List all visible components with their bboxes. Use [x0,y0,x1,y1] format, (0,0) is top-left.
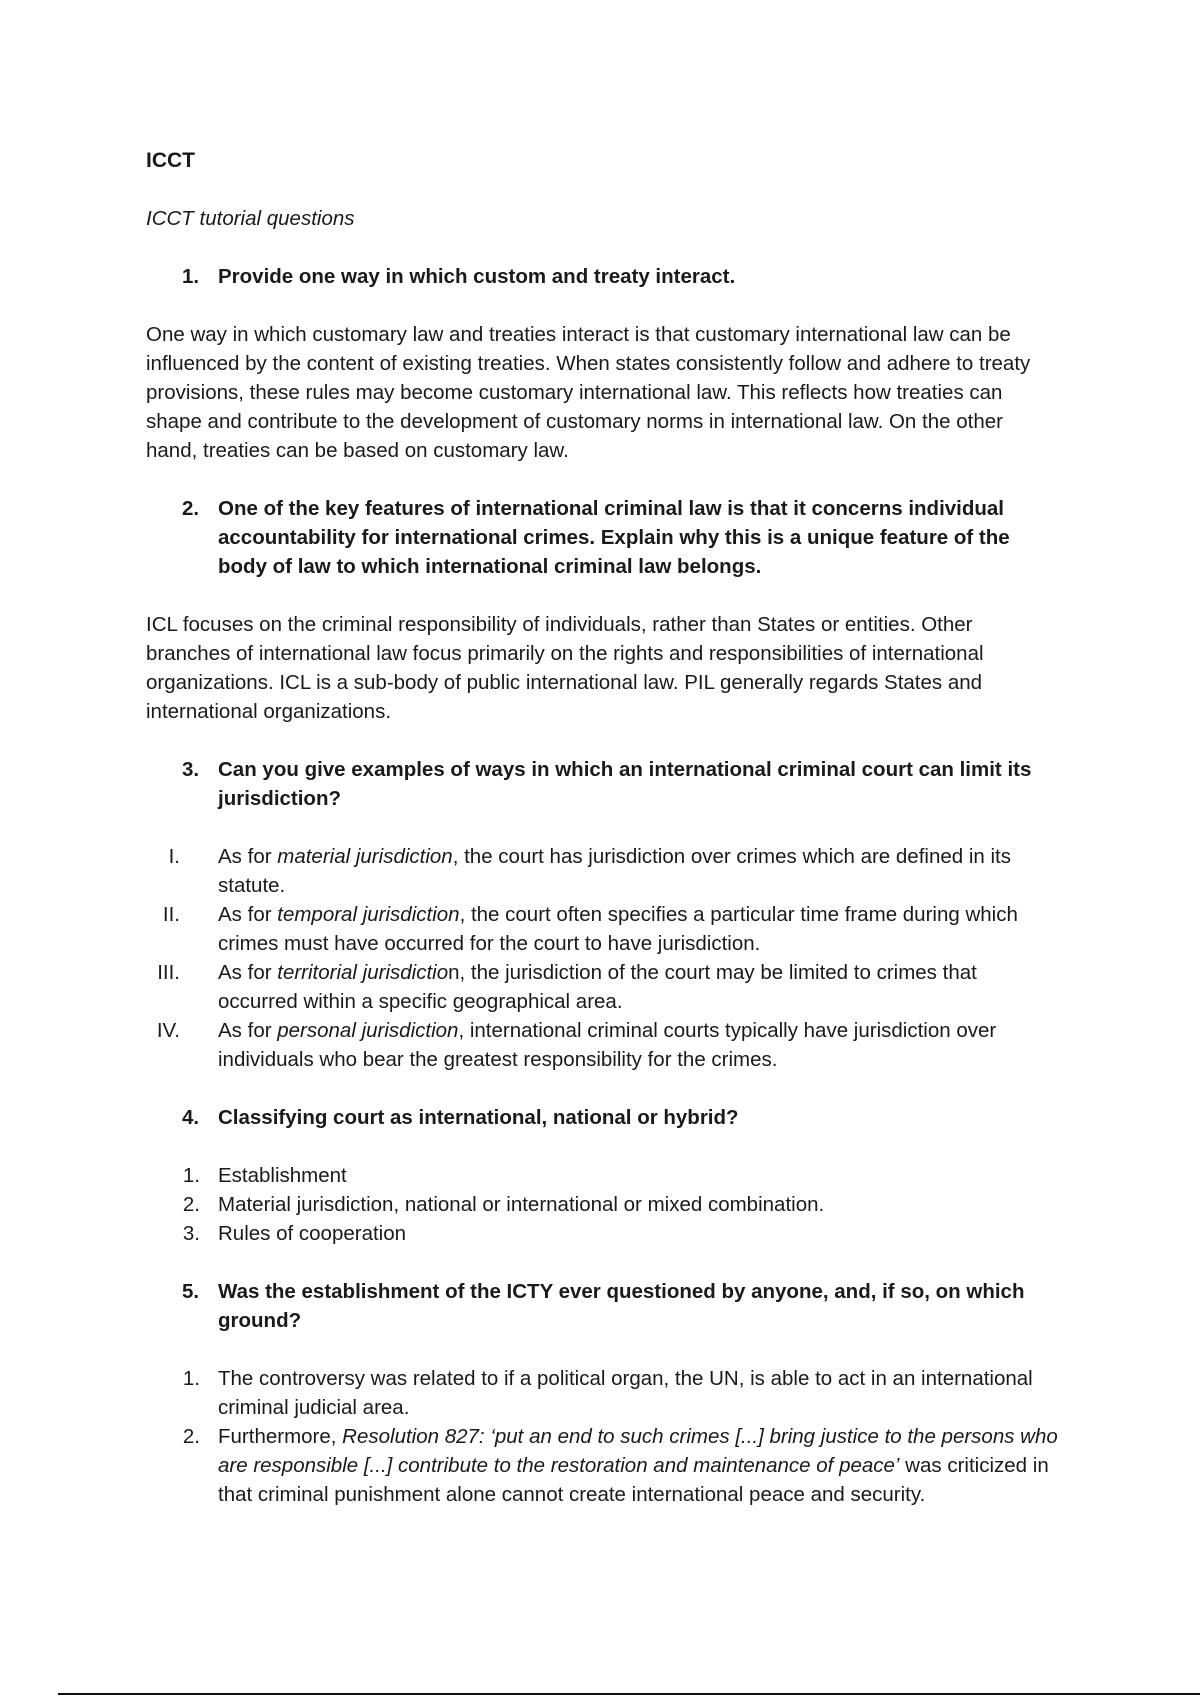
question-3 [146,755,1058,813]
question-2 [146,494,1058,581]
list-item-text: As for [218,1019,278,1042]
list-marker: 1. [182,1367,200,1390]
list-item [146,1016,1058,1074]
answer-1: One way in which customary law and treaties interact is that customary international law can be influenced by the content of existing treaties. When states consistently follow and adhere to treaty provisions, these rules may become customary international law. This reflects how treaties can shape and contribute to the development of customary norms in international law. On the other hand, treaties can be based on customary law. [146,323,1031,462]
answer-2: ICL focuses on the criminal responsibility of individuals, rather than States or entities. Other branches of international law focus primarily on the rights and responsibilities of international organizations. ICL is a sub-body of public international law. PIL generally regards States and international organizations. [146,613,984,723]
question-text: One of the key features of international criminal law is that it concerns individual accountability for international crimes. Explain why this is a unique feature of the body of law to which international criminal law belongs. [218,497,1010,578]
list-item-text: Rules of cooperation [218,1222,407,1245]
footer-divider [58,1693,1200,1695]
list-item-text: As for [218,961,278,984]
list-item [146,1219,1058,1248]
question-number: 2. [182,497,200,520]
question-1 [146,262,1058,291]
icty-list [146,1364,1058,1509]
list-item-text: , international criminal courts typically have jurisdiction over individuals who bear the greatest responsibility for the crimes. [218,1019,997,1071]
list-marker: 2. [182,1193,200,1216]
classification-list [146,1161,1058,1248]
question-number: 3. [182,758,200,781]
document-title: ICCT [146,149,195,172]
list-item-term: personal jurisdiction [277,1019,459,1042]
question-text: Can you give examples of ways in which an international criminal court can limit its jurisdiction? [218,758,1032,810]
list-marker: II. [162,903,180,926]
list-item-term: temporal jurisdiction [277,903,460,926]
question-number: 1. [182,265,200,288]
question-4 [146,1103,1058,1132]
document-content [146,146,1058,1509]
list-item [146,1161,1058,1190]
list-item-term: material jurisdiction [277,845,453,868]
list-item [146,842,1058,900]
list-item-text: Furthermore, [218,1425,343,1448]
list-item-text: The controversy was related to if a political organ, the UN, is able to act in an international criminal judicial area. [218,1367,1033,1419]
list-item [146,1422,1058,1509]
list-item [146,900,1058,958]
list-item-text: , the court has jurisdiction over crimes which are defined in its statute. [218,845,1012,897]
list-item-text: As for [218,845,278,868]
question-text: Was the establishment of the ICTY ever questioned by anyone, and, if so, on which ground? [218,1280,1025,1332]
list-item-text: Establishment [218,1164,347,1187]
list-item-text: As for [218,903,278,926]
question-number: 4. [182,1106,200,1129]
list-item [146,1190,1058,1219]
list-item [146,958,1058,1016]
list-marker: 1. [182,1164,200,1187]
list-item-term: territorial jurisdictio [277,961,449,984]
list-item [146,1364,1058,1422]
document-subtitle: ICCT tutorial questions [146,207,355,230]
question-number: 5. [182,1280,200,1303]
list-marker: IV. [156,1019,180,1042]
question-5 [146,1277,1058,1335]
resolution-quote: Resolution 827: ‘put an end to such crimes [...] bring justice to the persons who are responsible [...] contribute to the restoration and maintenance of peace’ [218,1425,1058,1477]
list-item-text: was criticized in that criminal punishment alone cannot create international peace and security. [218,1454,1049,1506]
list-marker: III. [157,961,180,984]
list-item-text: Material jurisdiction, national or international or mixed combination. [218,1193,825,1216]
list-marker: 2. [182,1425,200,1448]
list-marker: I. [168,845,180,868]
jurisdiction-list [146,842,1058,1074]
question-text: Classifying court as international, national or hybrid? [218,1106,739,1129]
list-item-text: n, the jurisdiction of the court may be limited to crimes that occurred within a specific geographical area. [218,961,977,1013]
question-text: Provide one way in which custom and treaty interact. [218,265,736,288]
list-marker: 3. [182,1222,200,1245]
list-item-text: , the court often specifies a particular time frame during which crimes must have occurred for the court to have jurisdiction. [218,903,1018,955]
